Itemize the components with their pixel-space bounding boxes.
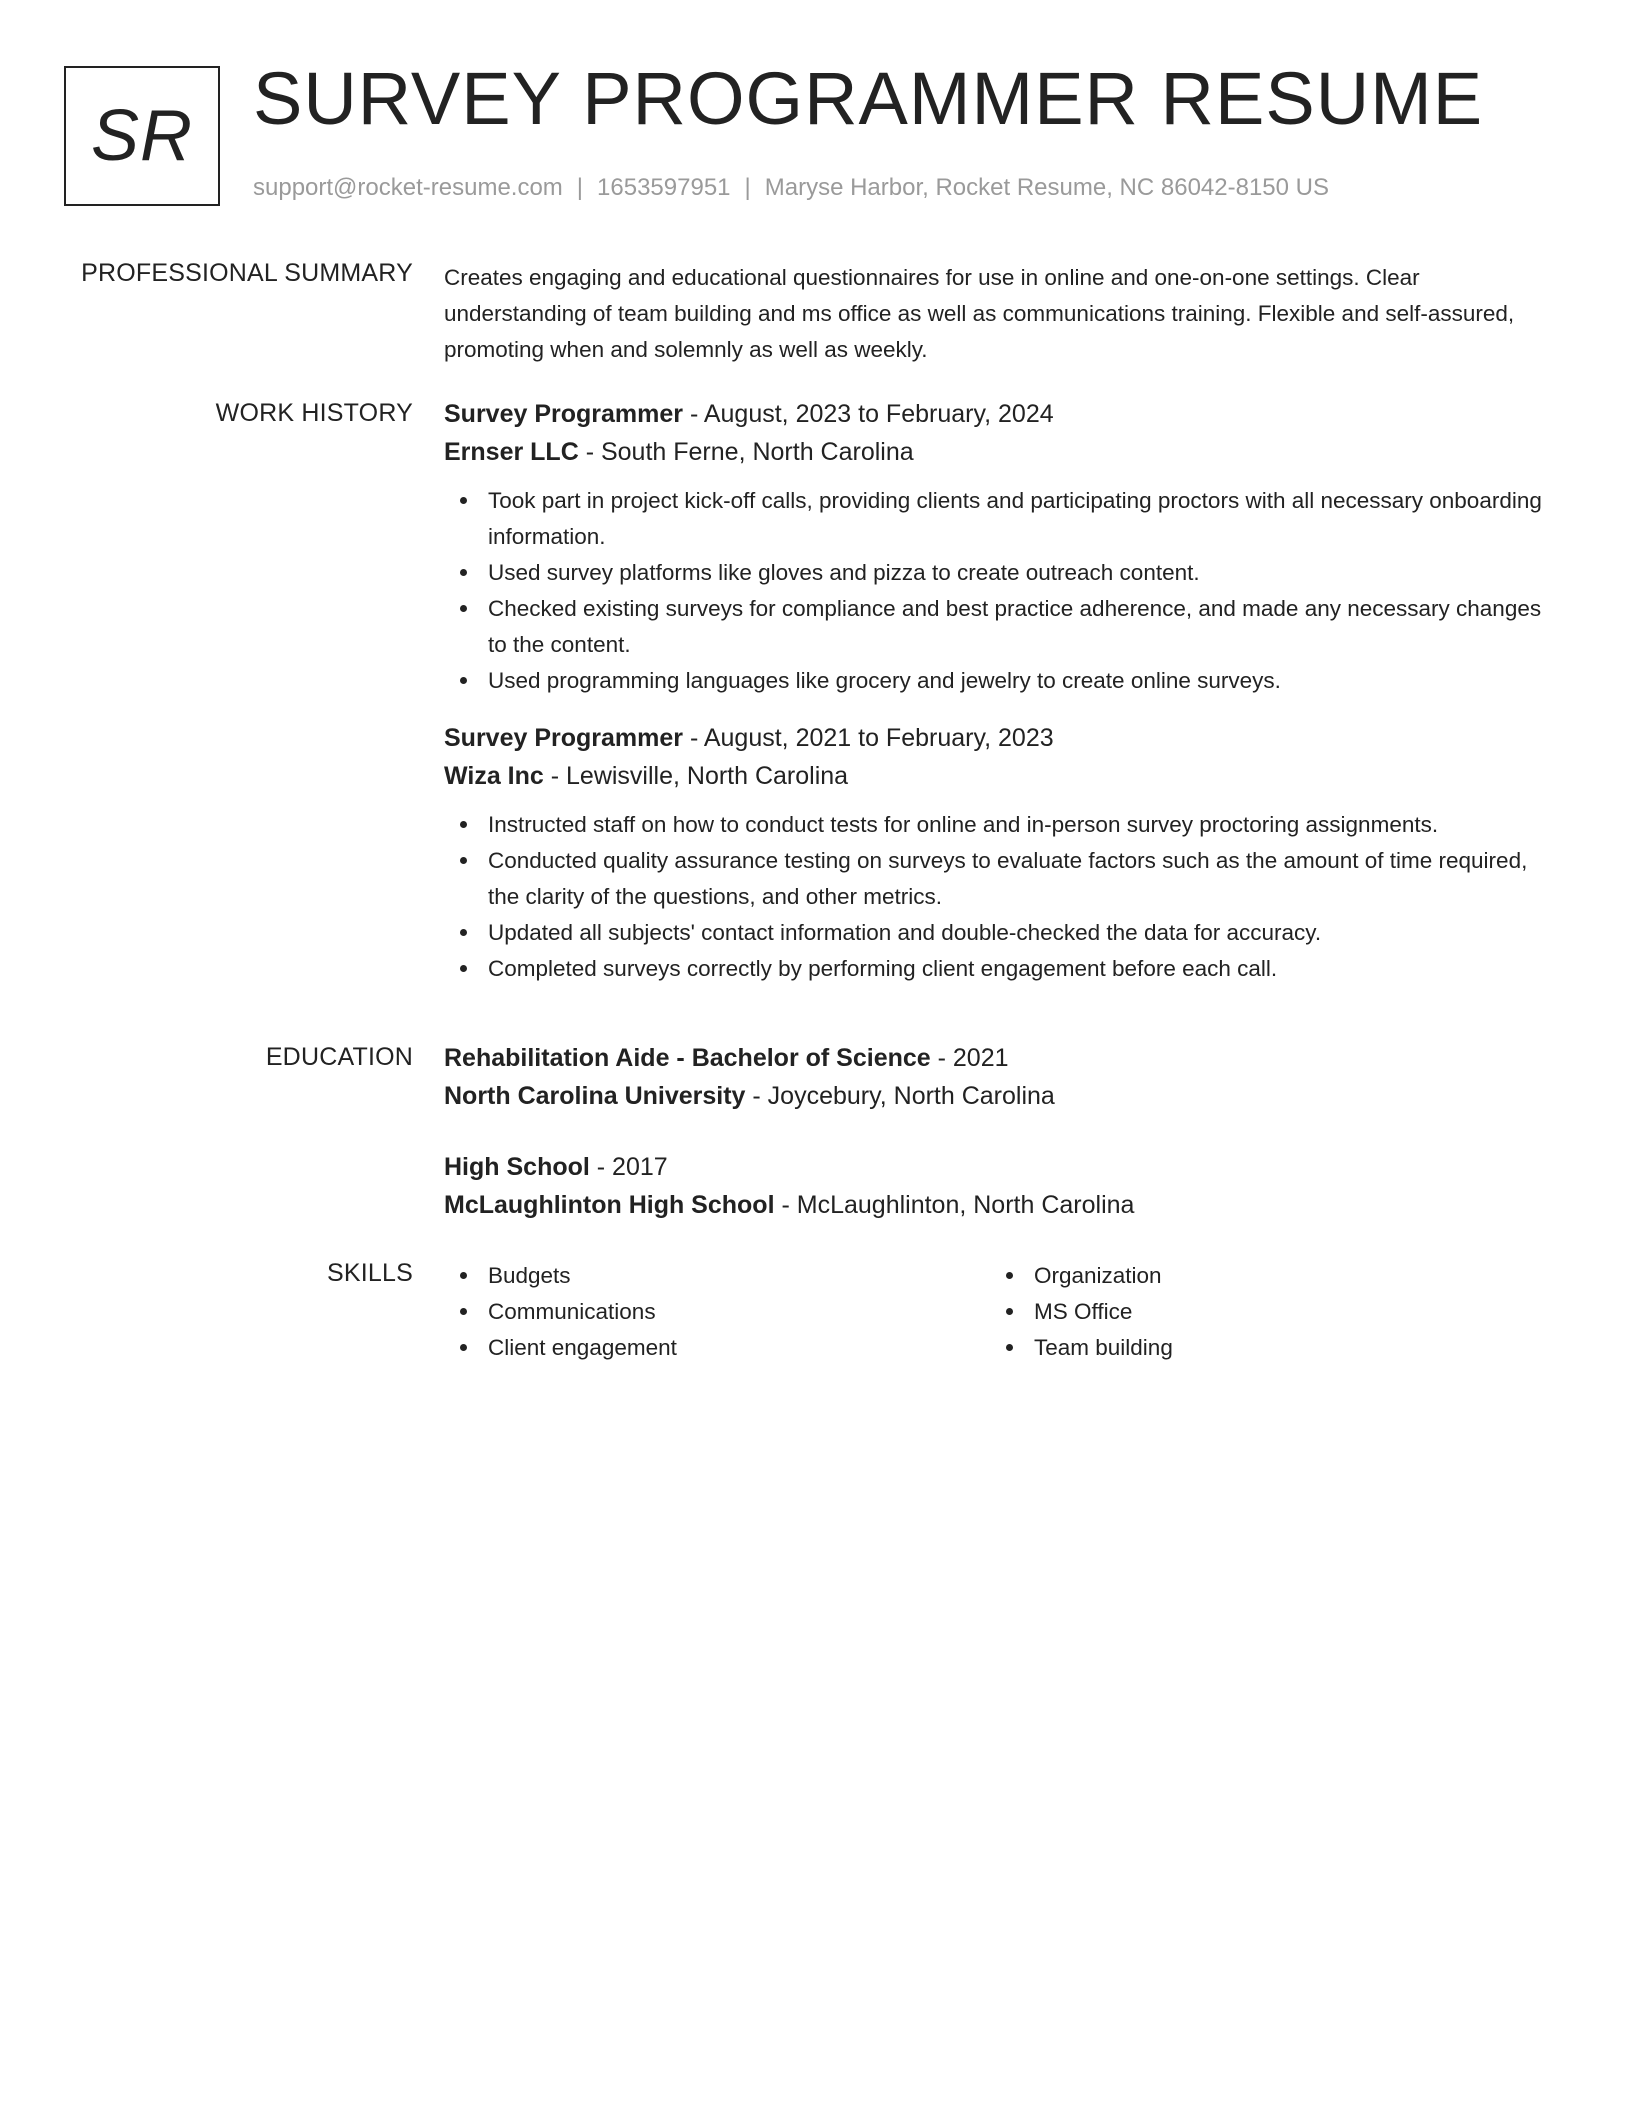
- bullet-icon: [460, 929, 467, 936]
- list-item: Checked existing surveys for compliance and best practice adherence, and made any necessary changes to the content.: [444, 591, 1564, 663]
- degree-year: - 2021: [930, 1044, 1009, 1072]
- bullet-icon: [460, 1272, 467, 1279]
- list-item: Team building: [990, 1330, 1536, 1366]
- summary-text: Creates engaging and educational questionnaires for use in online and one-on-one settings. Clear understanding of team building and ms office as well as communications training. Flexible and self-assured, promoting when and solemnly as well as weekly.: [444, 265, 1515, 362]
- job-location: - South Ferne, North Carolina: [578, 438, 914, 466]
- job-entry: [444, 719, 1564, 987]
- degree-name: Rehabilitation Aide - Bachelor of Science: [444, 1044, 931, 1072]
- list-item: Updated all subjects' contact information and double-checked the data for accuracy.: [444, 915, 1564, 951]
- bullet-icon: [460, 857, 467, 864]
- degree-name: High School: [444, 1153, 590, 1181]
- bullet-icon: [1006, 1344, 1013, 1351]
- job-company: Wiza Inc: [444, 762, 544, 790]
- bullet-icon: [460, 821, 467, 828]
- school-name: McLaughlinton High School: [444, 1191, 775, 1219]
- degree-line: [444, 1148, 1564, 1186]
- list-item: Took part in project kick-off calls, providing clients and participating proctors with all necessary onboarding information.: [444, 483, 1564, 555]
- contact-separator: |: [576, 174, 584, 201]
- section-label-work-history: WORK HISTORY: [215, 399, 413, 427]
- skills-list: [990, 1258, 1536, 1366]
- list-item: MS Office: [990, 1294, 1536, 1330]
- bullet-icon: [460, 1344, 467, 1351]
- section-label-education: EDUCATION: [265, 1043, 413, 1071]
- monogram-badge: [64, 66, 220, 206]
- contact-phone: 1653597951: [597, 174, 731, 201]
- bullet-icon: [460, 965, 467, 972]
- job-title: Survey Programmer: [444, 400, 684, 428]
- contact-address: Maryse Harbor, Rocket Resume, NC 86042-8150 US: [764, 174, 1329, 201]
- list-item: Instructed staff on how to conduct tests for online and in-person survey proctoring assignments.: [444, 807, 1564, 843]
- resume-title: SURVEY PROGRAMMER RESUME: [253, 57, 1484, 140]
- job-company-line: [444, 757, 1564, 795]
- job-title: Survey Programmer: [444, 724, 684, 752]
- skills-columns: [444, 1258, 1564, 1366]
- school-line: [444, 1186, 1564, 1224]
- job-company-line: [444, 433, 1564, 471]
- bullet-icon: [1006, 1272, 1013, 1279]
- job-duties-list: [444, 483, 1564, 699]
- list-item: Completed surveys correctly by performing client engagement before each call.: [444, 951, 1564, 987]
- skills-list: [444, 1258, 990, 1366]
- contact-separator: |: [744, 174, 751, 201]
- skills-column-left: [444, 1258, 990, 1366]
- contact-line: [253, 174, 1329, 203]
- skills-column-right: [990, 1258, 1536, 1366]
- list-item: Conducted quality assurance testing on surveys to evaluate factors such as the amount of time required, the clarity of the questions, and other metrics.: [444, 843, 1564, 915]
- list-item: Organization: [990, 1258, 1536, 1294]
- job-entry: [444, 395, 1564, 699]
- degree-year: - 2017: [589, 1153, 668, 1181]
- section-label-skills: SKILLS: [327, 1259, 413, 1287]
- education-entry: [444, 1039, 1564, 1115]
- list-item: Communications: [444, 1294, 990, 1330]
- bullet-icon: [1006, 1308, 1013, 1315]
- job-location: - Lewisville, North Carolina: [543, 762, 849, 790]
- job-company: Ernser LLC: [444, 438, 579, 466]
- school-location: - McLaughlinton, North Carolina: [774, 1191, 1135, 1219]
- job-dates: - August, 2023 to February, 2024: [683, 400, 1054, 428]
- bullet-icon: [460, 677, 467, 684]
- list-item: Client engagement: [444, 1330, 990, 1366]
- section-label-summary: PROFESSIONAL SUMMARY: [81, 259, 413, 287]
- list-item: Used programming languages like grocery and jewelry to create online surveys.: [444, 663, 1564, 699]
- school-line: [444, 1077, 1564, 1115]
- list-item: Used survey platforms like gloves and pizza to create outreach content.: [444, 555, 1564, 591]
- bullet-icon: [460, 569, 467, 576]
- school-name: North Carolina University: [444, 1082, 746, 1110]
- degree-line: [444, 1039, 1564, 1077]
- job-title-line: [444, 719, 1564, 757]
- bullet-icon: [460, 1308, 467, 1315]
- bullet-icon: [460, 497, 467, 504]
- list-item: Budgets: [444, 1258, 990, 1294]
- bullet-icon: [460, 605, 467, 612]
- monogram-initials: SR: [90, 96, 194, 176]
- education-entry: [444, 1148, 1564, 1224]
- contact-email: support@rocket-resume.com: [253, 174, 563, 201]
- school-location: - Joycebury, North Carolina: [745, 1082, 1055, 1110]
- job-title-line: [444, 395, 1564, 433]
- job-duties-list: [444, 807, 1564, 987]
- job-dates: - August, 2021 to February, 2023: [683, 724, 1054, 752]
